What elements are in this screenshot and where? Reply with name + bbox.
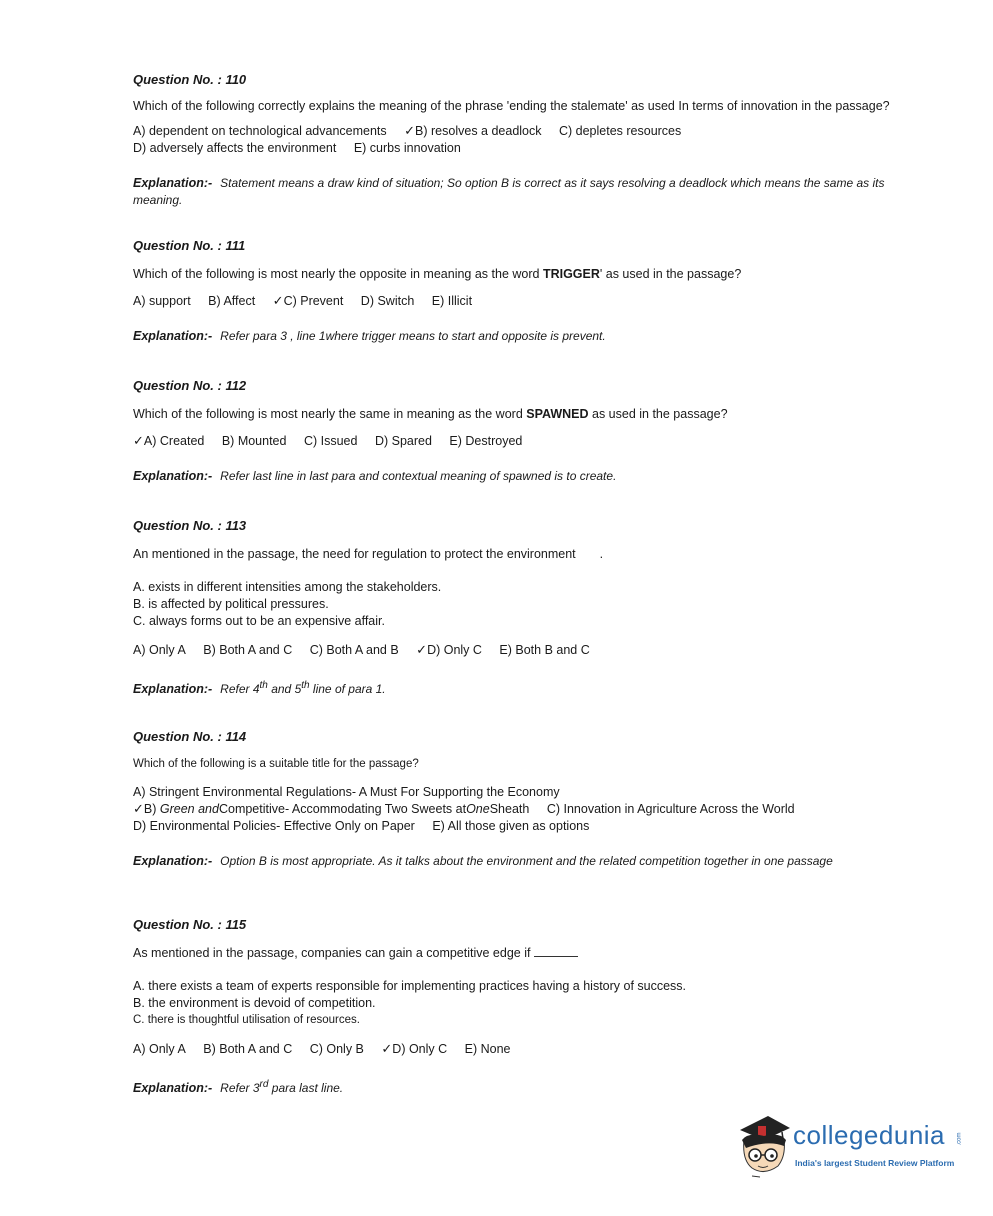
option-e: E) Illicit [431,294,473,308]
option-d: D) Switch [360,294,415,308]
option-e: E) All those given as options [432,819,590,833]
explanation-label: Explanation:- [133,854,213,868]
question-115 [133,917,893,1097]
question-114 [133,729,893,870]
option-b: B) Mounted [221,434,287,448]
option-c: ✓C) Prevent [272,294,344,309]
options [133,293,893,310]
statements [133,978,893,1029]
question-112 [133,378,893,485]
options [133,1041,893,1058]
option-e: E) Destroyed [449,434,523,448]
question-111 [133,238,893,345]
check-icon: ✓ [381,1042,393,1057]
explanation-text: Refer 3rd para last line. [220,1079,344,1095]
option-a: A) Only A [133,1042,186,1056]
check-icon: ✓ [133,434,144,449]
explanation [133,853,893,870]
statement-a: A. exists in different intensities among the stakeholders. [133,580,442,594]
explanation-text: Refer para 3 , line 1where trigger means to start and opposite is prevent. [220,329,606,343]
statement-b: B. the environment is devoid of competition. [133,996,376,1010]
option-d: ✓D) Only C [416,643,482,658]
option-d: D) adversely affects the environment [133,141,337,155]
statement-a: A. there exists a team of experts responsible for implementing practices having a history of success. [133,979,687,993]
explanation-label: Explanation:- [133,176,213,190]
explanation-text: Statement means a draw kind of situation; So option B is correct as it says resolving a deadlock which means the same as its meaning. [133,176,885,207]
options [133,784,893,835]
logo-tagline: India's largest Student Review Platform [795,1158,955,1168]
logo-com: .com [956,1132,963,1146]
option-d: D) Environmental Policies- Effective Only on Paper [133,819,415,833]
check-icon: ✓ [404,124,416,139]
explanation-text: Refer last line in last para and contextual meaning of spawned is to create. [220,469,617,483]
option-b: B) Both A and C [203,643,293,657]
question-number: Question No. : 111 [133,238,246,253]
explanation [133,328,893,345]
question-113 [133,518,893,698]
options [133,433,893,450]
answer-blank [534,956,578,957]
question-number: Question No. : 110 [133,72,247,87]
option-a: A) dependent on technological advancements [133,124,387,138]
options [133,123,893,157]
option-c: C) Issued [303,434,358,448]
option-b: B) Affect [208,294,256,308]
explanation [133,468,893,485]
question-number: Question No. : 113 [133,518,247,533]
explanation-text: Refer 4th and 5th line of para 1. [220,680,386,696]
check-icon: ✓ [416,643,428,658]
option-e: E) None [464,1042,511,1056]
explanation [133,1076,893,1097]
explanation [133,175,893,209]
option-a: A) Stringent Environmental Regulations- A Must For Supporting the Economy [133,785,560,799]
option-e: E) curbs innovation [353,141,461,155]
option-d: D) Spared [374,434,432,448]
option-a: ✓A) Created [133,434,205,449]
question-number: Question No. : 114 [133,729,247,744]
question-stem: An mentioned in the passage, the need for regulation to protect the environment . [133,547,604,561]
explanation-label: Explanation:- [133,329,213,343]
question-number: Question No. : 112 [133,378,247,393]
question-stem: Which of the following is a suitable title for the passage? [133,758,419,770]
option-c: C) Both A and B [309,643,399,657]
option-c: C) Innovation in Agriculture Across the World [546,802,795,816]
option-e: E) Both B and C [499,643,590,657]
explanation-text: Option B is most appropriate. As it talks about the environment and the related competition together in one passage [220,854,833,868]
question-stem: As mentioned in the passage, companies can gain a competitive edge if [133,946,893,960]
question-110 [133,72,893,209]
question-number: Question No. : 115 [133,917,247,932]
check-icon: ✓ [133,802,144,817]
question-stem: Which of the following is most nearly the opposite in meaning as the word TRIGGER' as used in the passage? [133,267,742,281]
statement-c: C. always forms out to be an expensive affair. [133,614,385,628]
check-icon: ✓ [272,294,284,309]
statement-c: C. there is thoughtful utilisation of resources. [133,1014,360,1026]
question-stem: Which of the following is most nearly the same in meaning as the word SPAWNED as used in the passage? [133,407,728,421]
statement-b: B. is affected by political pressures. [133,597,329,611]
option-b: ✓B) resolves a deadlock [404,124,542,139]
option-c: C) depletes resources [558,124,682,138]
options [133,642,893,659]
option-c: C) Only B [309,1042,364,1056]
explanation-label: Explanation:- [133,682,213,696]
statements [133,579,893,630]
explanation-label: Explanation:- [133,1081,213,1095]
explanation [133,677,893,698]
logo-wordmark: collegedunia [793,1120,946,1150]
option-b: B) Both A and C [203,1042,293,1056]
question-stem: Which of the following correctly explains the meaning of the phrase 'ending the stalemate' as used In terms of innovation in the passage? [133,99,890,113]
option-d: ✓D) Only C [381,1042,448,1057]
option-b: ✓B) Green andCompetitive- Accommodating Two Sweets atOneSheath [133,802,530,817]
option-a: A) support [133,294,191,308]
explanation-label: Explanation:- [133,469,213,483]
option-a: A) Only A [133,643,186,657]
